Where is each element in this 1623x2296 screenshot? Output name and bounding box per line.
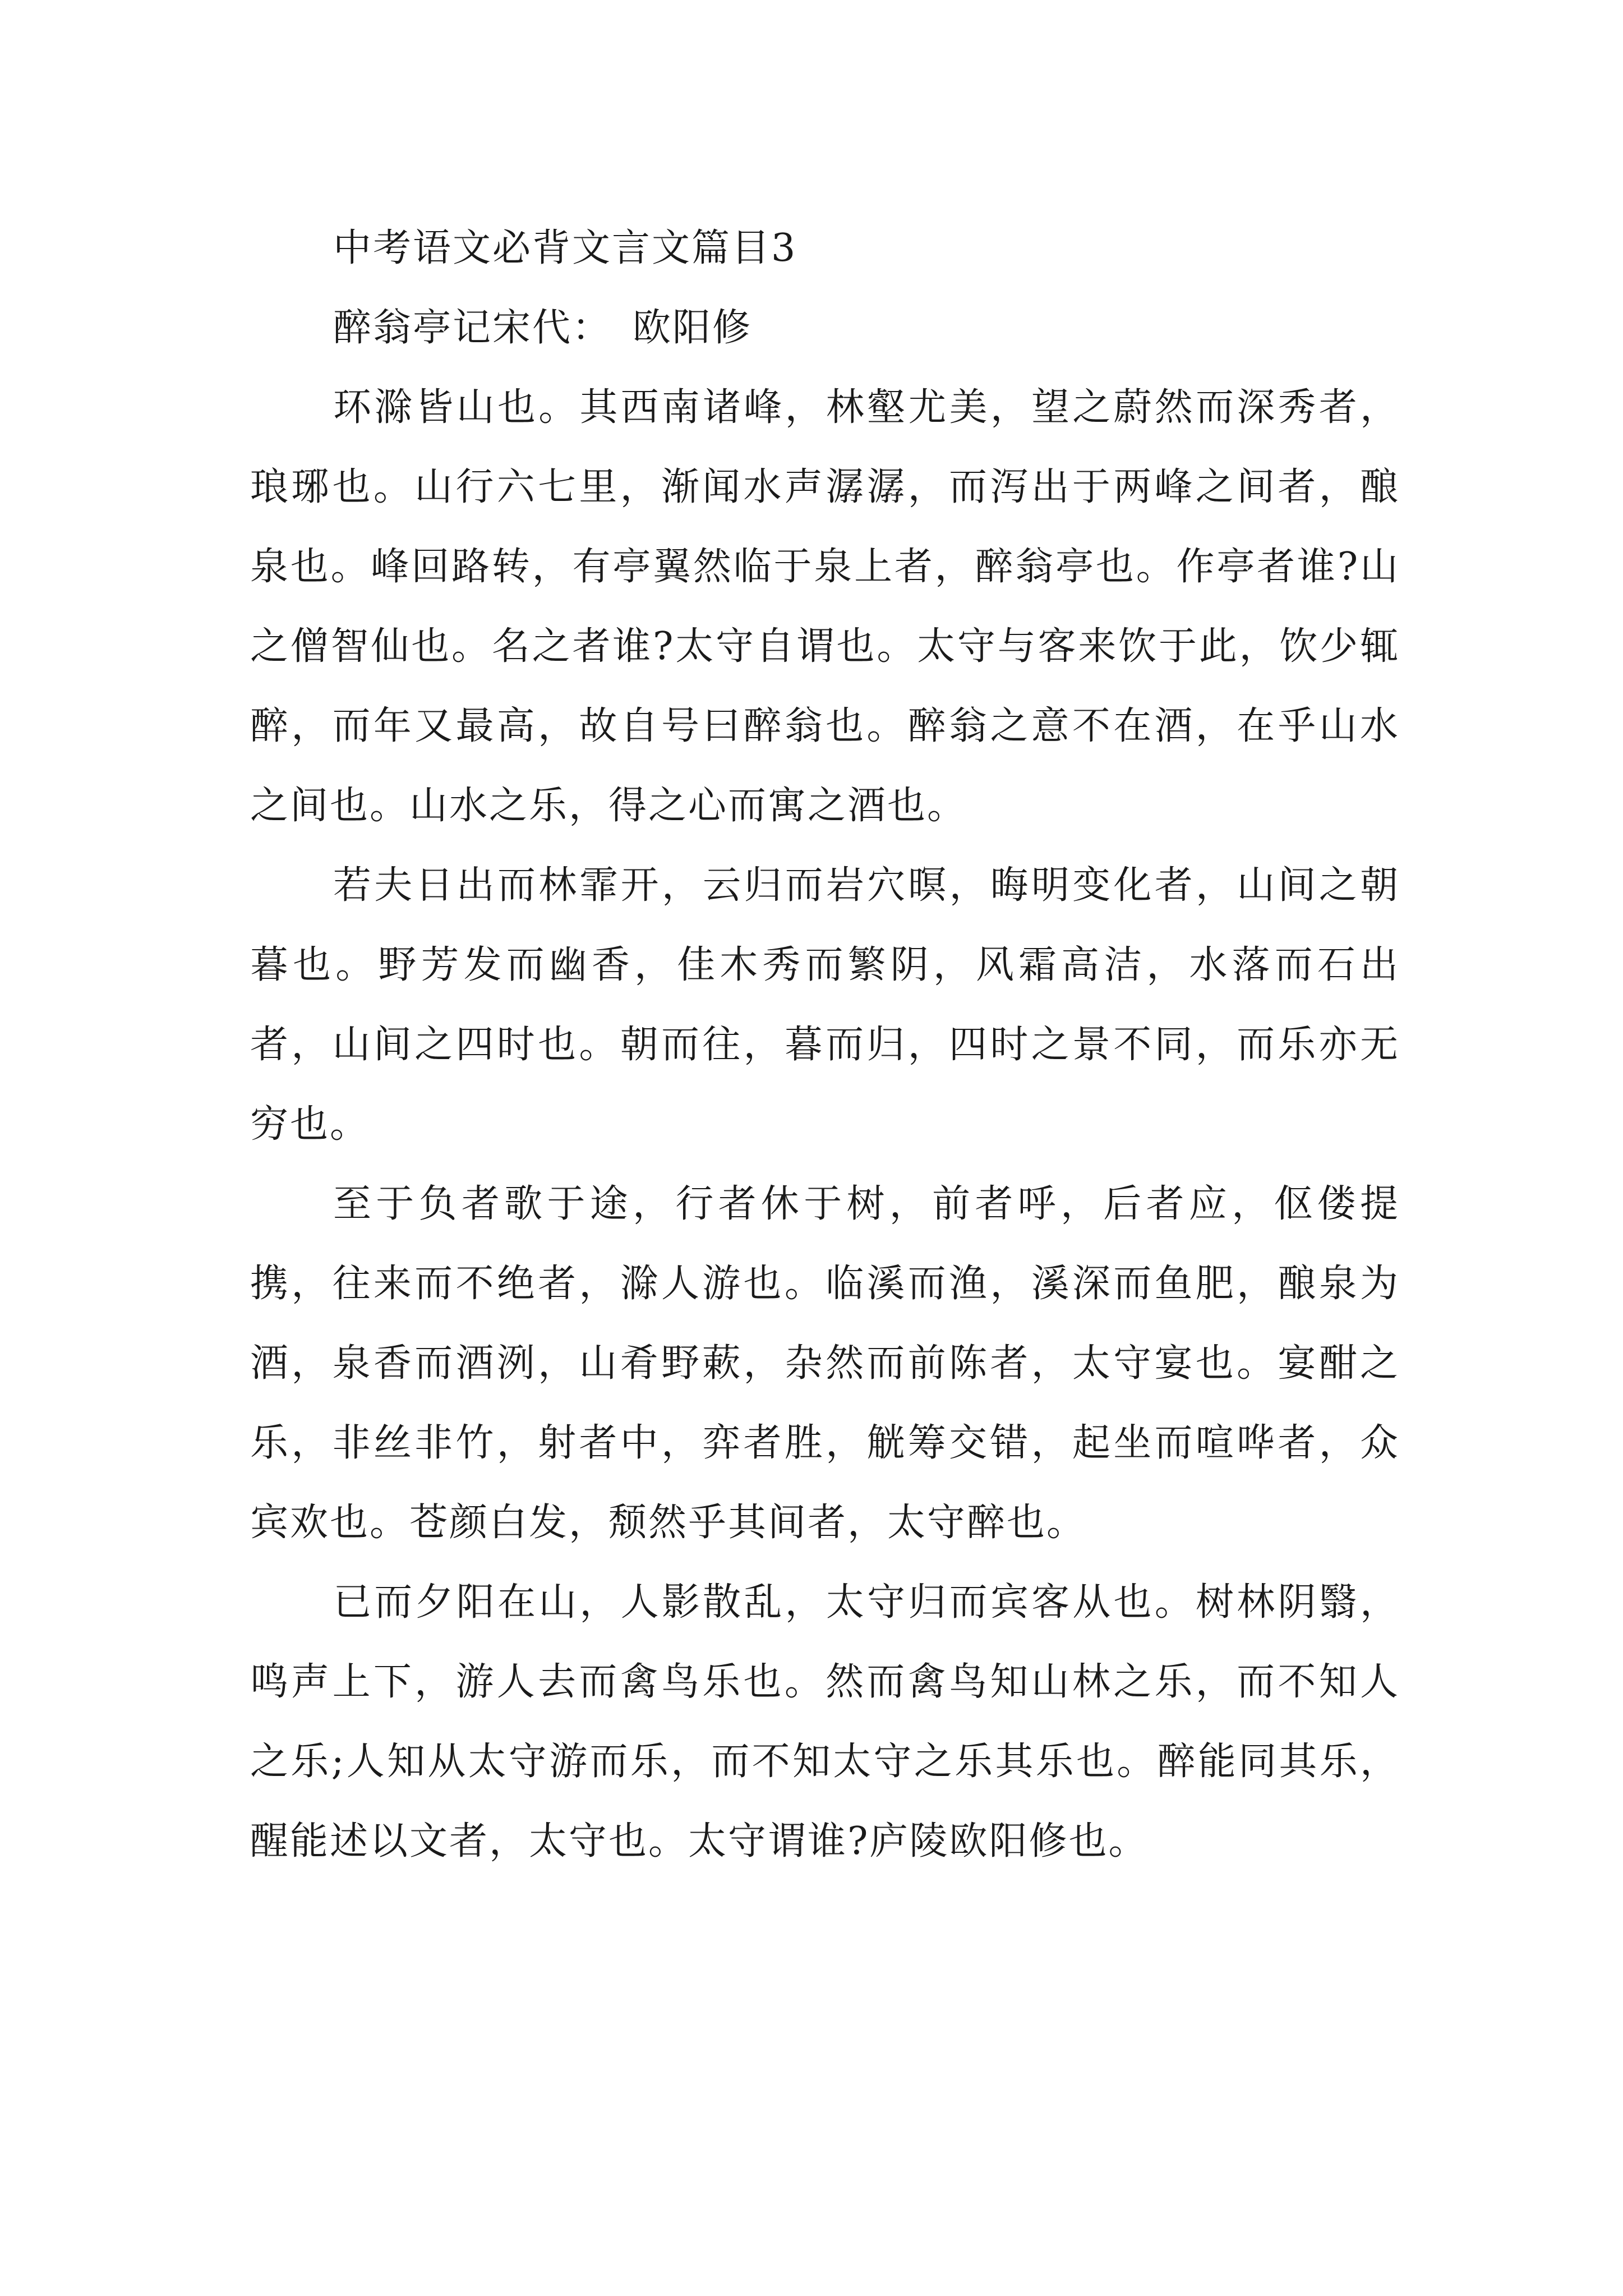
paragraph-4: 已而夕阳在山，人影散乱，太守归而宾客从也。树林阴翳，鸣声上下，游人去而禽鸟乐也。然而禽鸟知山林之乐，而不知人之乐;人知从太守游而乐，而不知太守之乐其乐也。醉能同其乐，醒能述以文者，太守也。太守谓谁?庐陵欧阳修也。: [250, 1580, 1400, 1864]
document-subtitle: 醉翁亭记宋代： 欧阳修: [333, 306, 753, 350]
paragraph-2: 若夫日出而林霏开，云归而岩穴暝，晦明变化者，山间之朝暮也。野芳发而幽香，佳木秀而繁阴，风霜高洁，水落而石出者，山间之四时也。朝而往，暮而归，四时之景不同，而乐亦无穷也。: [250, 863, 1400, 1147]
document-body: [250, 209, 1400, 1881]
document-title: 中考语文必背文言文篇目3: [333, 226, 797, 270]
paragraph-1: 环滁皆山也。其西南诸峰，林壑尤美，望之蔚然而深秀者，琅琊也。山行六七里，渐闻水声潺潺，而泻出于两峰之间者，酿泉也。峰回路转，有亭翼然临于泉上者，醉翁亭也。作亭者谁?山之僧智仙也。名之者谁?太守自谓也。太守与客来饮于此，饮少辄醉，而年又最高，故自号曰醉翁也。醉翁之意不在酒，在乎山水之间也。山水之乐，得之心而寓之酒也。: [250, 385, 1400, 828]
paragraph-3: 至于负者歌于途，行者休于树，前者呼，后者应，伛偻提携，往来而不绝者，滁人游也。临溪而渔，溪深而鱼肥，酿泉为酒，泉香而酒洌，山肴野蔌，杂然而前陈者，太守宴也。宴酣之乐，非丝非竹，射者中，弈者胜，觥筹交错，起坐而喧哗者，众宾欢也。苍颜白发，颓然乎其间者，太守醉也。: [250, 1182, 1400, 1545]
